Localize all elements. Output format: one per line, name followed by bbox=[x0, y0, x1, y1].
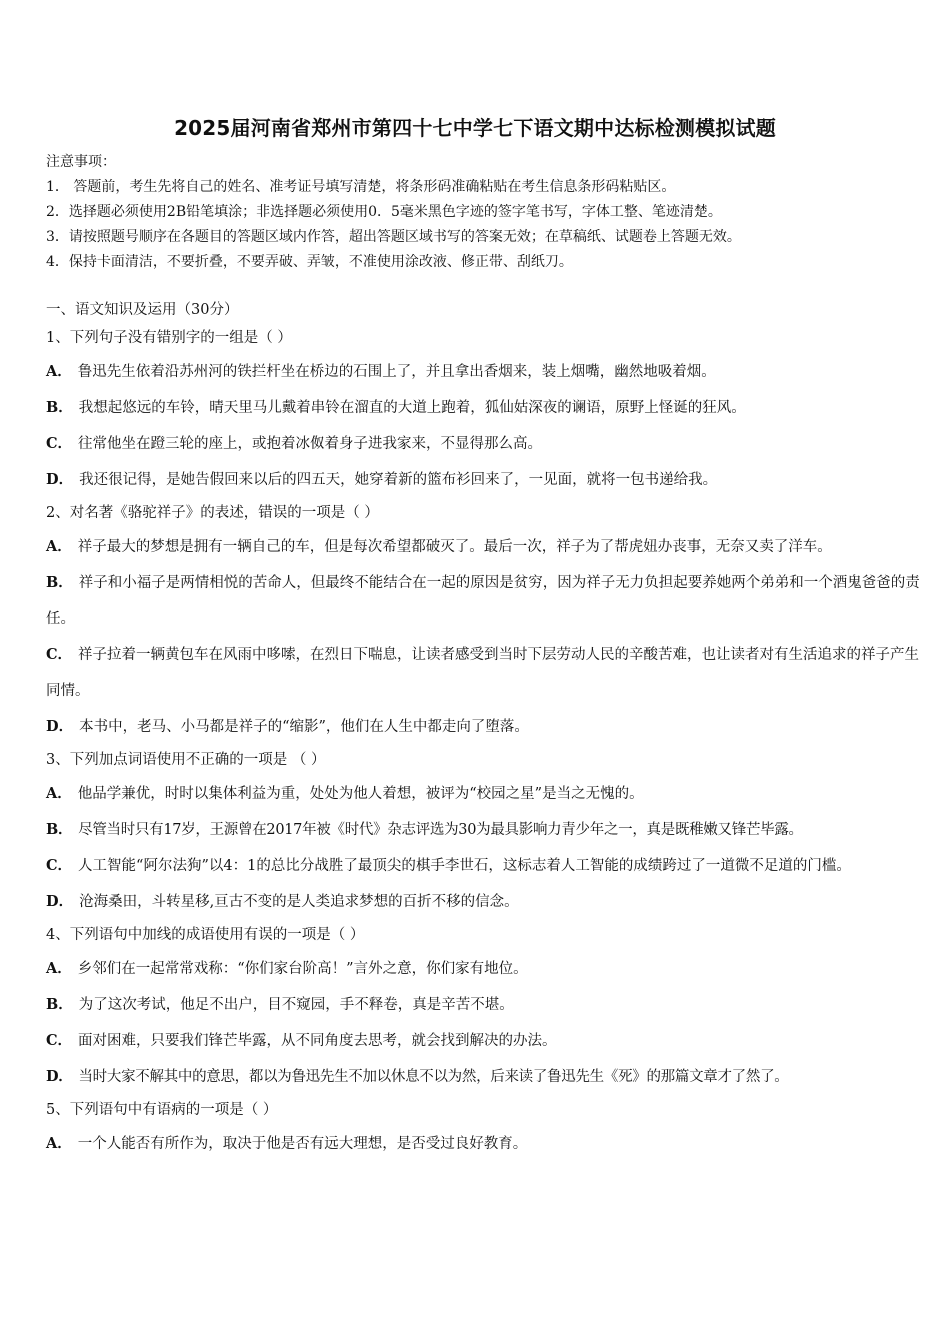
option-row bbox=[46, 426, 922, 462]
option-text: 当时大家不解其中的意思，都以为鲁迅先生不加以休息不以为然，后来读了鲁迅先生《死》的那篇文章才了然了。 bbox=[78, 1069, 789, 1085]
option-label: B． bbox=[46, 821, 73, 838]
option-label: B． bbox=[46, 399, 73, 416]
option-row bbox=[46, 709, 922, 745]
option-row bbox=[46, 565, 922, 637]
option-text: 往常他坐在蹬三轮的座上，或抱着冰伮着身子进我家来，不显得那么高。 bbox=[78, 436, 543, 452]
option-text: 我还很记得，是她告假回来以后的四五天，她穿着新的篮布衫回来了，一见面，就将一包书递给我。 bbox=[79, 472, 718, 488]
note-item: 3．请按照题号顺序在各题目的答题区域内作答，超出答题区域书写的答案无效；在草稿纸、试题卷上答题无效。 bbox=[46, 229, 741, 245]
option-text: 祥子拉着一辆黄包车在风雨中哆嗦，在烈日下喘息，让读者感受到当时下层劳动人民的辛酸苦难，也让读者对有生活追求的祥子产生同情。 bbox=[46, 647, 920, 699]
option-text: 尽管当时只有17岁，王源曾在2017年被《时代》杂志评选为30为最具影响力青少年之一，真是既稚嫩又锋芒毕露。 bbox=[78, 822, 803, 838]
option-text: 祥子和小福子是两情相悦的苦命人，但最终不能结合在一起的原因是贫穷，因为祥子无力负担起要养她两个弟弟和一个酒鬼爸爸的责任。 bbox=[46, 575, 920, 627]
notes-heading: 注意事项： bbox=[46, 154, 116, 170]
option-text: 他品学兼优，时时以集体利益为重，处处为他人着想，被评为“校园之星”是当之无愧的。 bbox=[77, 786, 644, 802]
section-heading: 一、语文知识及运用（30分） bbox=[46, 302, 239, 318]
option-row bbox=[46, 1023, 922, 1059]
option-text: 一个人能否有所作为，取决于他是否有远大理想，是否受过良好教育。 bbox=[77, 1136, 528, 1152]
option-row bbox=[46, 637, 922, 709]
option-row bbox=[46, 529, 922, 565]
option-row bbox=[46, 776, 922, 812]
option-text: 人工智能“阿尔法狗”以4：1的总比分战胜了最顶尖的棋手李世石，这标志着人工智能的成绩跨过了一道微不足道的门槛。 bbox=[78, 858, 851, 874]
option-text: 为了这次考试，他足不出户，目不窥园，手不释卷，真是辛苦不堪。 bbox=[78, 997, 514, 1013]
option-label: C． bbox=[46, 435, 73, 452]
option-label: D． bbox=[46, 893, 74, 910]
option-label: D． bbox=[46, 1068, 73, 1085]
option-label: C． bbox=[46, 646, 73, 663]
option-text: 祥子最大的梦想是拥有一辆自己的车，但是每次希望都破灭了。最后一次，祥子为了帮虎妞办丧事，无奈又卖了洋车。 bbox=[77, 539, 832, 555]
option-label: D． bbox=[46, 718, 74, 735]
note-item: 2．选择题必须使用2B铅笔填涂；非选择题必须使用0．5毫米黑色字迹的签字笔书写，字体工整、笔迹清楚。 bbox=[46, 204, 722, 220]
option-row bbox=[46, 354, 922, 390]
note-item: 4．保持卡面清洁，不要折叠，不要弄破、弄皱，不准使用涂改液、修正带、刮纸刀。 bbox=[46, 254, 573, 270]
question-stem: 5、下列语句中有语病的一项是（ ） bbox=[46, 1102, 278, 1118]
questions-area bbox=[46, 298, 922, 1162]
option-text: 我想起悠远的车铃，晴天里马儿戴着串铃在溜直的大道上跑着，狐仙姑深夜的谰语，原野上怪诞的狂风。 bbox=[78, 400, 746, 416]
question-stem: 3、下列加点词语使用不正确的一项是 （ ） bbox=[46, 752, 326, 768]
option-label: C． bbox=[46, 1032, 73, 1049]
option-row bbox=[46, 812, 922, 848]
question-stem: 2、对名著《骆驼祥子》的表述，错误的一项是（ ） bbox=[46, 505, 379, 521]
option-row bbox=[46, 951, 922, 987]
option-row bbox=[46, 1059, 922, 1095]
notes-block bbox=[46, 150, 926, 275]
option-row bbox=[46, 390, 922, 426]
option-label: A． bbox=[46, 785, 72, 802]
question-stem: 1、下列句子没有错别字的一组是（ ） bbox=[46, 330, 292, 346]
option-label: A． bbox=[46, 1135, 72, 1152]
option-label: C． bbox=[46, 857, 73, 874]
question-stem: 4、下列语句中加线的成语使用有误的一项是（ ） bbox=[46, 927, 365, 943]
option-label: A． bbox=[46, 363, 72, 380]
option-label: A． bbox=[46, 538, 72, 555]
page-title: 2025届河南省郑州市第四十七中学七下语文期中达标检测模拟试题 bbox=[174, 116, 776, 140]
option-row bbox=[46, 987, 922, 1023]
option-row bbox=[46, 462, 922, 498]
option-label: A． bbox=[46, 960, 72, 977]
option-text: 乡邻们在一起常常戏称：“你们家台阶高！”言外之意，你们家有地位。 bbox=[77, 961, 528, 977]
option-label: D． bbox=[46, 471, 74, 488]
option-text: 沧海桑田，斗转星移,亘古不变的是人类追求梦想的百折不移的信念。 bbox=[79, 894, 519, 910]
option-row bbox=[46, 1126, 922, 1162]
option-text: 本书中，老马、小马都是祥子的“缩影”，他们在人生中都走向了堕落。 bbox=[79, 719, 529, 735]
option-row bbox=[46, 848, 922, 884]
note-item: 1． 答题前，考生先将自己的姓名、准考证号填写清楚，将条形码准确粘贴在考生信息条形码粘贴区。 bbox=[46, 179, 676, 195]
option-text: 面对困难，只要我们锋芒毕露，从不同角度去思考，就会找到解决的办法。 bbox=[78, 1033, 557, 1049]
option-row bbox=[46, 884, 922, 920]
option-label: B． bbox=[46, 574, 73, 591]
option-text: 鲁迅先生依着沿苏州河的铁拦杆坐在桥边的石围上了，并且拿出香烟来，装上烟嘴，幽然地吸着烟。 bbox=[77, 364, 716, 380]
option-label: B． bbox=[46, 996, 73, 1013]
